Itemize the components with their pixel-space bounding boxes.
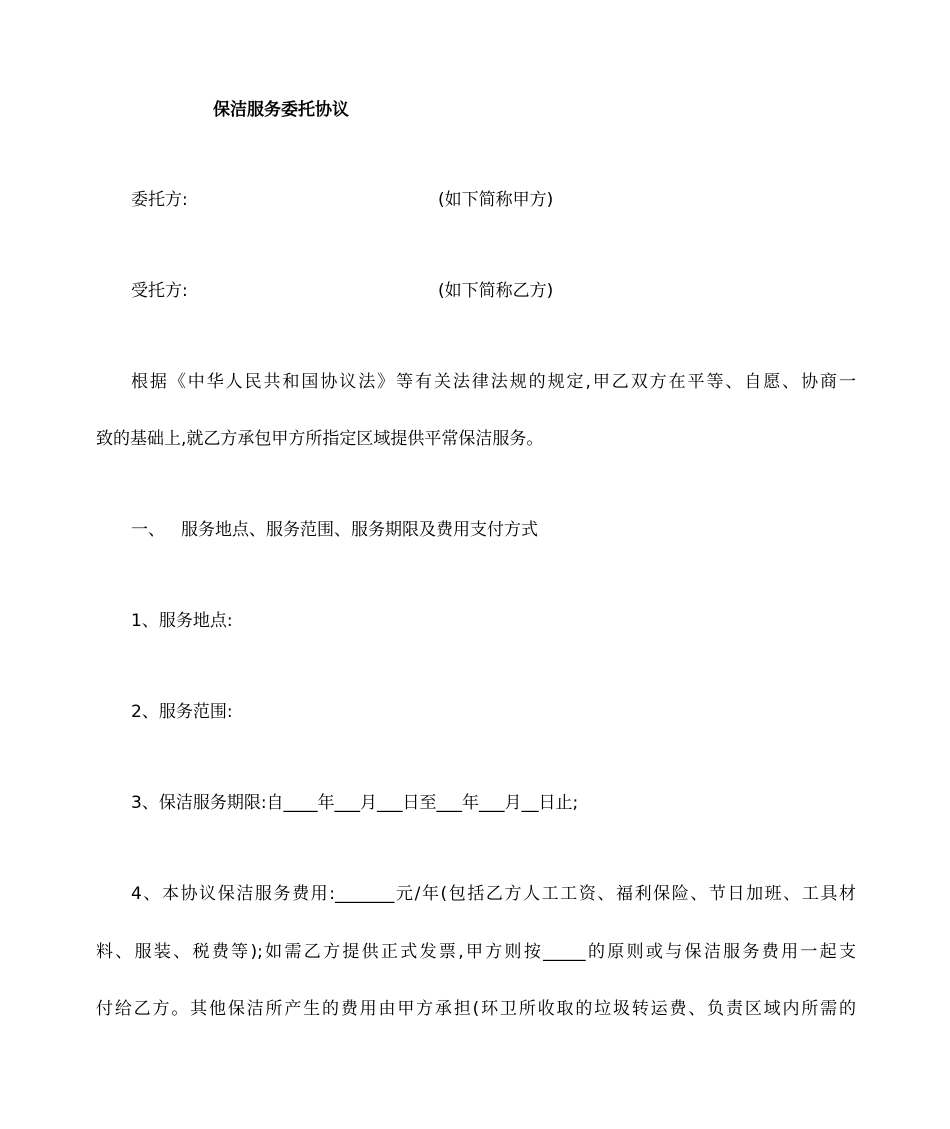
section-1-title: 服务地点、服务范围、服务期限及费用支付方式 [181,520,538,540]
item-service-scope: 2、服务范围: [131,702,233,722]
section-1-number: 一、 [131,520,165,540]
section-1-heading [131,519,538,541]
contractor-note: (如下简称乙方) [438,281,554,301]
client-label: 委托方: [131,190,188,210]
item-service-fee-line-3: 付给乙方。其他保洁所产生的费用由甲方承担(环卫所收取的垃圾转运费、负责区域内所需的 [96,999,856,1019]
preamble-line-2: 致的基础上,就乙方承包甲方所指定区域提供平常保洁服务。 [96,429,544,449]
document-title: 保洁服务委托协议 [213,100,349,120]
item-service-fee-line-1: 4、本协议保洁服务费用:_______元/年(包括乙方人工工资、福利保险、节日加班、工具材 [131,884,856,904]
item-service-location: 1、服务地点: [131,611,233,631]
item-service-fee-line-2: 料、服装、税费等);如需乙方提供正式发票,甲方则按_____的原则或与保洁服务费用一起支 [96,942,856,962]
preamble-line-1: 根据《中华人民共和国协议法》等有关法律法规的规定,甲乙双方在平等、自愿、协商一 [131,372,856,392]
client-note: (如下简称甲方) [438,190,554,210]
item-service-period: 3、保洁服务期限:自____年___月___日至___年___月__日止; [131,793,579,813]
contractor-label: 受托方: [131,281,188,301]
